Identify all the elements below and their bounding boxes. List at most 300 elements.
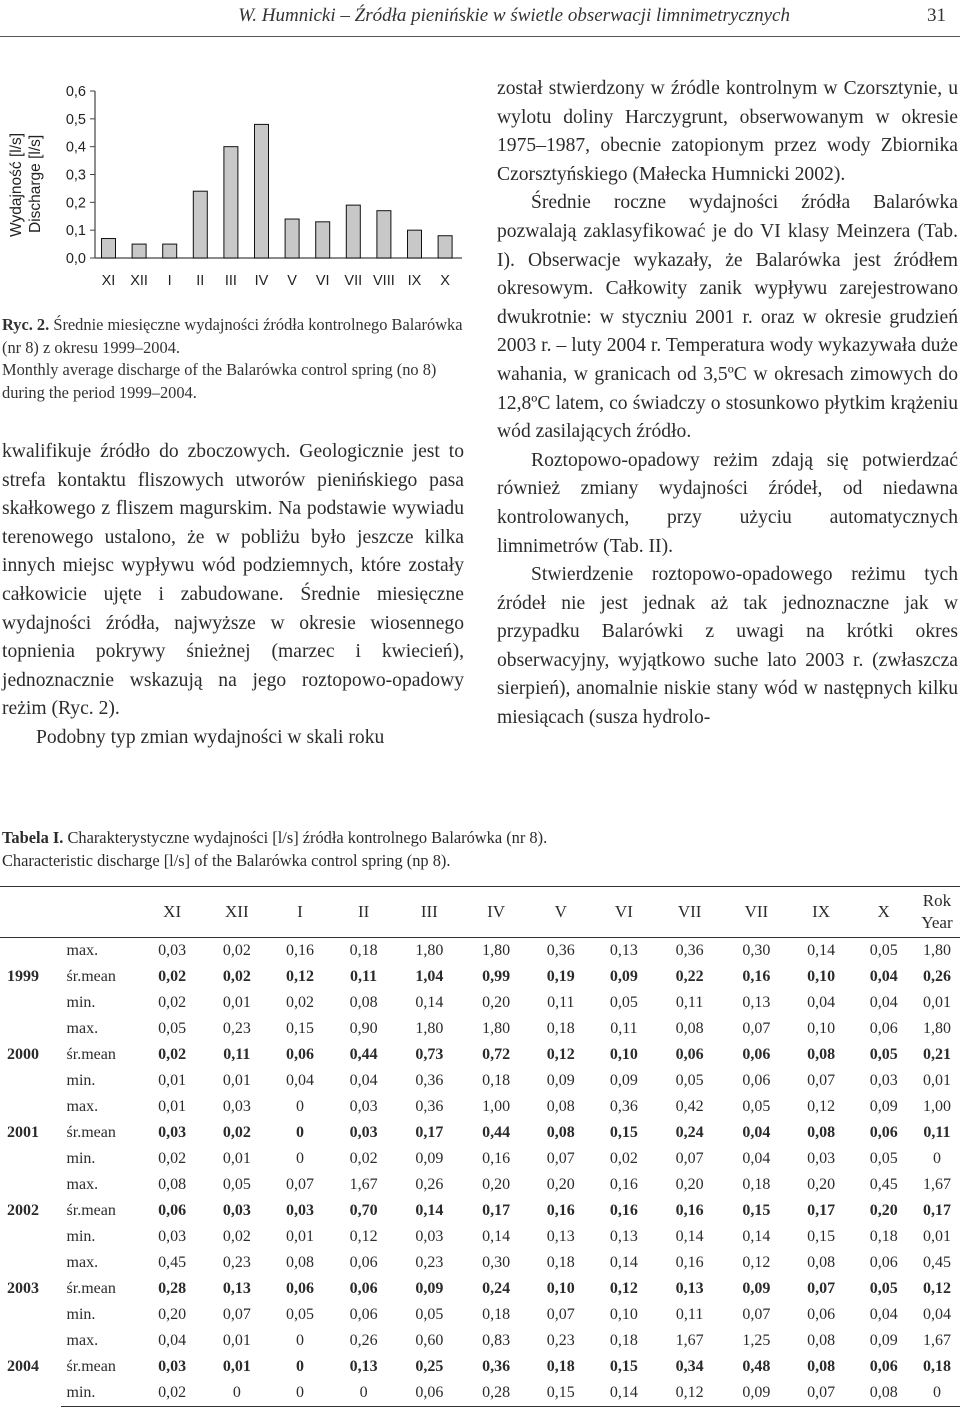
value-cell: 0,26 (415, 1176, 444, 1193)
x-axis-ticks (102, 273, 451, 289)
value-cell: 0,08 (285, 1254, 314, 1271)
header-month: II (357, 902, 370, 921)
figure-caption (2, 314, 472, 404)
value-cell: 0,30 (742, 942, 771, 959)
value-cell: 1,67 (922, 1176, 951, 1193)
value-cell: 0,04 (869, 994, 898, 1011)
y-axis-label-en: Discharge [l/s] (27, 134, 44, 233)
stat-cell: śr.mean (66, 1358, 116, 1375)
value-cell: 0,16 (546, 1202, 575, 1219)
value-cell: 0,06 (158, 1202, 187, 1219)
value-cell: 1,25 (742, 1332, 771, 1349)
value-cell: 0,42 (675, 1098, 704, 1115)
value-cell: 0,07 (807, 1072, 836, 1089)
value-cell: 0,03 (807, 1150, 836, 1167)
value-cell: 0,03 (158, 942, 187, 959)
x-tick-label: IV (254, 273, 269, 289)
table-caption-label: Tabela I. (2, 828, 64, 847)
right-text-column (497, 75, 958, 733)
year-cell: 2000 (7, 1046, 39, 1063)
value-cell: 0,11 (610, 1020, 638, 1037)
value-cell: 0,16 (482, 1150, 511, 1167)
value-cell: 0,20 (482, 994, 511, 1011)
stat-cell: min. (66, 994, 96, 1011)
value-cell: 0,07 (807, 1280, 836, 1297)
value-cell: 0,01 (222, 1150, 251, 1167)
table-row (0, 1354, 960, 1380)
value-cell: 0,16 (675, 1202, 704, 1219)
value-cell: 1,80 (415, 942, 444, 959)
value-cell: 0,36 (609, 1098, 638, 1115)
value-cell: 0,15 (529, 1380, 593, 1407)
value-cell: 0,12 (609, 1280, 638, 1297)
value-cell: 0,06 (349, 1306, 378, 1323)
value-cell: 0,06 (285, 1046, 314, 1063)
value-cell: 0,08 (349, 994, 378, 1011)
value-cell: 0,48 (742, 1358, 771, 1375)
value-cell: 0,02 (349, 1150, 378, 1167)
page-number: 31 (927, 5, 946, 26)
value-cell: 0 (295, 1358, 304, 1375)
value-cell: 0,24 (675, 1124, 704, 1141)
value-cell: 0,14 (609, 1254, 638, 1271)
value-cell: 0,20 (807, 1176, 836, 1193)
value-cell: 0,20 (869, 1202, 898, 1219)
value-cell: 0,06 (869, 1020, 898, 1037)
value-cell: 0,10 (807, 1020, 836, 1037)
value-cell: 0,18 (546, 1358, 575, 1375)
value-cell: 0,45 (922, 1254, 951, 1271)
table-row (0, 1328, 960, 1354)
stat-cell: min. (61, 1380, 139, 1407)
y-tick-label: 0,1 (65, 223, 86, 240)
value-cell: 0,12 (546, 1046, 575, 1063)
year-cell: 2001 (7, 1124, 39, 1141)
value-cell: 0,06 (285, 1280, 314, 1297)
value-cell: 0,23 (222, 1020, 251, 1037)
value-cell: 0,17 (807, 1202, 836, 1219)
stat-cell: max. (66, 1098, 99, 1115)
value-cell: 0,03 (222, 1202, 251, 1219)
value-cell: 0,08 (546, 1124, 575, 1141)
value-cell: 0,18 (869, 1228, 898, 1245)
value-cell: 0,23 (222, 1254, 251, 1271)
value-cell: 0,20 (546, 1176, 575, 1193)
header-month: IX (812, 902, 831, 921)
value-cell: 0,16 (609, 1202, 638, 1219)
value-cell: 0,06 (675, 1046, 704, 1063)
value-cell: 0,08 (807, 1254, 836, 1271)
value-cell: 0,04 (922, 1306, 951, 1323)
value-cell: 0,13 (222, 1280, 251, 1297)
stat-cell: max. (66, 1020, 99, 1037)
value-cell: 0,10 (807, 968, 836, 985)
value-cell: 0,01 (222, 1332, 251, 1349)
value-cell: 0,12 (655, 1380, 724, 1407)
value-cell: 0,70 (349, 1202, 378, 1219)
value-cell: 0,06 (349, 1254, 378, 1271)
value-cell: 0,03 (869, 1072, 898, 1089)
value-cell: 0,06 (742, 1046, 771, 1063)
stat-cell: min. (66, 1228, 96, 1245)
table-caption-text-en: Characteristic discharge [l/s] of the Balarówka control spring (np 8). (2, 851, 451, 870)
header-month: XII (225, 902, 249, 921)
right-paragraph: Średnie roczne wydajności źródła Balarówka pozwalają zaklasyfikować je do VI klasy Meinzera (Tab. I). Obserwacje wykazały, że Balarówka jest źródłem okresowym. Całkowity zanik wypływu zarejestrowano dwukrotnie: w styczniu 2001 r. oraz w okresie grudzień 2003 r. – luty 2004 r. Temperatura wody wykazywała duże wahania, w granicach od 3,5ºC w okresach zimowych do 12,8ºC latem, co świadczy o stosunkowo płytkim krążeniu wód zasilających źródło. (497, 192, 958, 443)
discharge-table (0, 886, 960, 1407)
value-cell: 0,02 (158, 1150, 187, 1167)
value-cell: 0,45 (158, 1254, 187, 1271)
value-cell: 0 (206, 1380, 269, 1407)
value-cell: 0,36 (415, 1072, 444, 1089)
value-cell: 0,05 (869, 1150, 898, 1167)
value-cell: 0,12 (807, 1098, 836, 1115)
x-tick-label: I (167, 273, 172, 289)
y-axis-ticks (66, 84, 95, 267)
value-cell: 0,01 (158, 1098, 187, 1115)
value-cell: 0,08 (675, 1020, 704, 1037)
value-cell: 0,09 (742, 1280, 771, 1297)
value-cell: 0,03 (158, 1124, 187, 1141)
header-month: III (420, 902, 438, 921)
bar-IV (255, 124, 269, 258)
value-cell: 0,73 (415, 1046, 444, 1063)
value-cell: 0,13 (742, 994, 771, 1011)
stat-cell: śr.mean (66, 1202, 116, 1219)
x-tick-label: VII (344, 273, 363, 289)
bar-VI (316, 222, 330, 258)
bar-V (285, 219, 299, 258)
value-cell: 0,09 (415, 1280, 444, 1297)
table-row (0, 1172, 960, 1198)
value-cell: 0,05 (609, 994, 638, 1011)
table-row (0, 1380, 960, 1407)
value-cell: 0,05 (869, 942, 898, 959)
left-text-column (2, 438, 464, 753)
table-row (0, 964, 960, 990)
value-cell: 0,83 (482, 1332, 511, 1349)
value-cell: 0,02 (222, 968, 251, 985)
left-paragraph: kwalifikuje źródło do zboczowych. Geologicznie jest to strefa kontaktu fliszowych utworów pienińskiego pasa skałkowego z fliszem magurskim. Na podstawie wywiadu terenowego ustalono, że w pobliżu było jeszcze kilka innych miejsc wypływu wód podziemnych, które zostały całkowicie ujęte i zabudowane. Średnie miesięczne wydajności źródła, najwyższe w okresie wiosennego topnienia pokrywy śnieżnej (marzec i kwiecień), jednoznacznie wskazują na jego roztopowo-opadowy reżim (Ryc. 2). (2, 441, 464, 720)
value-cell: 0 (914, 1380, 960, 1407)
value-cell: 0,15 (807, 1228, 836, 1245)
value-cell: 1,04 (415, 968, 444, 985)
value-cell: 0,02 (158, 994, 187, 1011)
value-cell: 0,14 (807, 942, 836, 959)
value-cell: 0,18 (922, 1358, 951, 1375)
year-cell: 2002 (7, 1202, 39, 1219)
value-cell: 0,34 (675, 1358, 704, 1375)
bar-I (163, 244, 177, 258)
x-tick-label: II (196, 273, 205, 289)
table-row (0, 1276, 960, 1302)
value-cell: 0,03 (158, 1228, 187, 1245)
value-cell: 0,01 (922, 994, 951, 1011)
value-cell: 0,10 (609, 1306, 638, 1323)
value-cell: 0,10 (546, 1280, 575, 1297)
x-tick-label: VIII (373, 273, 395, 289)
table-row (0, 1068, 960, 1094)
y-tick-label: 0,4 (65, 139, 86, 156)
value-cell: 0,18 (742, 1176, 771, 1193)
value-cell: 0,09 (724, 1380, 789, 1407)
value-cell: 0,30 (482, 1254, 511, 1271)
value-cell: 0,05 (869, 1046, 898, 1063)
value-cell: 0,01 (922, 1228, 951, 1245)
value-cell: 0,12 (349, 1228, 378, 1245)
value-cell: 0,01 (222, 1358, 251, 1375)
bar-VIII (377, 211, 391, 258)
x-tick-label: VI (315, 273, 330, 289)
stat-cell: min. (66, 1150, 96, 1167)
value-cell: 0,17 (482, 1202, 511, 1219)
value-cell: 0,14 (675, 1228, 704, 1245)
value-cell: 0 (295, 1098, 304, 1115)
x-tick-label: XI (101, 273, 116, 289)
value-cell: 0,02 (222, 942, 251, 959)
value-cell: 0,13 (609, 942, 638, 959)
value-cell: 0,06 (807, 1306, 836, 1323)
right-paragraph: Stwierdzenie roztopowo-opadowego reżimu tych źródeł nie jest jednak aż tak jednoznaczne jak w przypadku Balarówki z uwagi na krótki okres obserwacyjny, wyjątkowo suche lato 2003 r. (zwłaszcza sierpień), anomalnie niskie stany wód w następnych kilku miesiącach (susza hydrolo- (497, 564, 958, 729)
value-cell: 0,09 (609, 1072, 638, 1089)
header-month: IV (487, 902, 506, 921)
value-cell: 0,06 (742, 1072, 771, 1089)
table-header-row (0, 887, 960, 938)
value-cell: 0,08 (807, 1332, 836, 1349)
value-cell: 0,23 (415, 1254, 444, 1271)
header-year (914, 887, 960, 938)
stat-cell: min. (66, 1072, 96, 1089)
value-cell: 0,07 (789, 1380, 854, 1407)
right-paragraph: Roztopowo-opadowy reżim zdają się potwierdzać również zmiany wydajności źródeł, od niedawna kontrolowanych, przy użyciu automatycznych limnimetrów (Tab. II). (497, 449, 958, 557)
value-cell: 0,02 (285, 994, 314, 1011)
y-axis-label-pl: Wydajność [l/s] (8, 132, 25, 237)
value-cell: 0,01 (285, 1228, 314, 1245)
stat-cell: min. (66, 1306, 96, 1323)
table-row (0, 1120, 960, 1146)
value-cell: 0 (268, 1380, 332, 1407)
value-cell: 0,02 (158, 968, 187, 985)
header-year-pl: Rok (922, 891, 952, 910)
value-cell: 0,90 (349, 1020, 378, 1037)
header-month: X (877, 902, 890, 921)
stat-cell: śr.mean (66, 1124, 116, 1141)
value-cell: 0,04 (869, 1306, 898, 1323)
figure-caption-label: Ryc. 2. (2, 315, 50, 334)
stat-cell: max. (66, 1332, 99, 1349)
value-cell: 1,80 (482, 942, 511, 959)
table-row (0, 1094, 960, 1120)
value-cell: 0,03 (415, 1228, 444, 1245)
value-cell: 0,17 (922, 1202, 951, 1219)
header-month: I (297, 902, 303, 921)
value-cell: 0,04 (349, 1072, 378, 1089)
value-cell: 0,02 (139, 1380, 206, 1407)
bar-IX (408, 230, 422, 258)
value-cell: 0,08 (807, 1358, 836, 1375)
value-cell: 1,67 (349, 1176, 378, 1193)
value-cell: 1,00 (922, 1098, 951, 1115)
value-cell: 0 (295, 1150, 304, 1167)
value-cell: 0,05 (158, 1020, 187, 1037)
value-cell: 0,09 (869, 1332, 898, 1349)
value-cell: 0,03 (285, 1202, 314, 1219)
value-cell: 0,01 (222, 1072, 251, 1089)
value-cell: 0 (295, 1332, 304, 1349)
value-cell: 0 (295, 1124, 304, 1141)
year-cell: 2003 (7, 1280, 39, 1297)
value-cell: 0,13 (546, 1228, 575, 1245)
value-cell: 0,20 (482, 1176, 511, 1193)
value-cell: 0,18 (349, 942, 378, 959)
value-cell: 0,15 (285, 1020, 314, 1037)
value-cell: 0,07 (546, 1306, 575, 1323)
header-empty-cell (61, 887, 139, 938)
value-cell: 0,44 (349, 1046, 378, 1063)
value-cell: 0,05 (222, 1176, 251, 1193)
table-row (0, 990, 960, 1016)
value-cell: 1,67 (922, 1332, 951, 1349)
value-cell: 0,20 (675, 1176, 704, 1193)
table-caption (2, 826, 952, 872)
value-cell: 0,03 (222, 1098, 251, 1115)
right-paragraph: został stwierdzony w źródle kontrolnym w Czorsztynie, u wylotu doliny Harczygrunt, obserwowanym w okresie 1975–1987, obecnie zatopionym przez wody Zbiornika Czorsztyńskiego (Małecka Humnicki 2002). (497, 78, 958, 185)
value-cell: 0,08 (158, 1176, 187, 1193)
header-empty-cell (0, 887, 61, 938)
value-cell: 0,18 (546, 1254, 575, 1271)
value-cell: 0,20 (158, 1306, 187, 1323)
value-cell: 0,16 (609, 1176, 638, 1193)
value-cell: 0,17 (415, 1124, 444, 1141)
value-cell: 0,45 (869, 1176, 898, 1193)
bar-II (193, 191, 207, 258)
value-cell: 0,01 (922, 1072, 951, 1089)
value-cell: 0,11 (675, 994, 704, 1011)
value-cell: 0,16 (742, 968, 771, 985)
stat-cell: max. (66, 942, 99, 959)
value-cell: 0,19 (546, 968, 575, 985)
value-cell: 0,09 (546, 1072, 575, 1089)
table-row (0, 938, 960, 965)
header-year-en: Year (921, 913, 953, 932)
table-row (0, 1016, 960, 1042)
header-month: VII (744, 902, 769, 921)
value-cell: 0,07 (675, 1150, 704, 1167)
value-cell: 0,72 (482, 1046, 511, 1063)
value-cell: 0,26 (349, 1332, 378, 1349)
bar-III (224, 147, 238, 258)
value-cell: 0,60 (415, 1332, 444, 1349)
value-cell: 0,06 (869, 1124, 898, 1141)
y-tick-label: 0,6 (65, 84, 86, 100)
value-cell: 0 (332, 1380, 396, 1407)
bar-VII (346, 205, 360, 258)
table-row (0, 1302, 960, 1328)
table-row (0, 1042, 960, 1068)
bar-XI (102, 239, 116, 258)
bars-group (102, 124, 453, 258)
value-cell: 0,16 (285, 942, 314, 959)
value-cell: 0,21 (922, 1046, 951, 1063)
value-cell: 0,09 (609, 968, 638, 985)
value-cell: 0,36 (415, 1098, 444, 1115)
value-cell: 0,05 (415, 1306, 444, 1323)
value-cell: 1,80 (922, 942, 951, 959)
value-cell: 0,09 (869, 1098, 898, 1115)
value-cell: 0,13 (609, 1228, 638, 1245)
value-cell: 0,05 (742, 1098, 771, 1115)
value-cell: 0,12 (285, 968, 314, 985)
value-cell: 0,10 (609, 1046, 638, 1063)
table-row (0, 1250, 960, 1276)
value-cell: 0,02 (222, 1124, 251, 1141)
value-cell: 0,14 (742, 1228, 771, 1245)
y-tick-label: 0,3 (65, 167, 86, 184)
table-row (0, 1146, 960, 1172)
value-cell: 0,07 (222, 1306, 251, 1323)
value-cell: 0,04 (158, 1332, 187, 1349)
value-cell: 0,06 (395, 1380, 463, 1407)
x-tick-label: IX (407, 273, 422, 289)
value-cell: 0,04 (742, 1124, 771, 1141)
value-cell: 0,06 (869, 1358, 898, 1375)
value-cell: 0,36 (675, 942, 704, 959)
x-tick-label: XII (130, 273, 148, 289)
value-cell: 0,28 (463, 1380, 529, 1407)
year-cell: 2004 (7, 1358, 39, 1376)
table-row (0, 1224, 960, 1250)
header-month: VI (614, 902, 633, 921)
value-cell: 0,09 (415, 1150, 444, 1167)
value-cell: 0,44 (482, 1124, 511, 1141)
value-cell: 1,67 (675, 1332, 704, 1349)
value-cell: 0,02 (158, 1046, 187, 1063)
value-cell: 0,18 (546, 1020, 575, 1037)
value-cell: 0,07 (546, 1150, 575, 1167)
value-cell: 0,05 (869, 1280, 898, 1297)
value-cell: 0,15 (609, 1358, 638, 1375)
value-cell: 0,24 (482, 1280, 511, 1297)
value-cell: 0,08 (807, 1046, 836, 1063)
value-cell: 0,14 (415, 994, 444, 1011)
y-tick-label: 0,2 (65, 195, 86, 212)
value-cell: 0,13 (675, 1280, 704, 1297)
value-cell: 0,12 (742, 1254, 771, 1271)
value-cell: 0,25 (415, 1358, 444, 1375)
stat-cell: śr.mean (66, 1280, 116, 1297)
header-month: VII (677, 902, 702, 921)
value-cell: 0,07 (742, 1020, 771, 1037)
value-cell: 0,22 (675, 968, 704, 985)
stat-cell: śr.mean (66, 968, 116, 985)
value-cell: 0,06 (349, 1280, 378, 1297)
bar-X (438, 236, 452, 258)
stat-cell: śr.mean (66, 1046, 116, 1063)
value-cell: 0,28 (158, 1280, 187, 1297)
header-month: V (554, 902, 567, 921)
value-cell: 1,00 (482, 1098, 511, 1115)
left-paragraph: Podobny typ zmian wydajności w skali roku (36, 726, 385, 748)
page-header (0, 0, 960, 32)
value-cell: 0,14 (415, 1202, 444, 1219)
value-cell: 0,14 (593, 1380, 656, 1407)
value-cell: 0,11 (923, 1124, 951, 1141)
stat-cell: max. (66, 1254, 99, 1271)
value-cell: 0,01 (158, 1072, 187, 1089)
value-cell: 0,18 (482, 1306, 511, 1323)
year-cell: 1999 (7, 968, 39, 985)
value-cell: 0,05 (675, 1072, 704, 1089)
value-cell: 0,13 (349, 1358, 378, 1375)
